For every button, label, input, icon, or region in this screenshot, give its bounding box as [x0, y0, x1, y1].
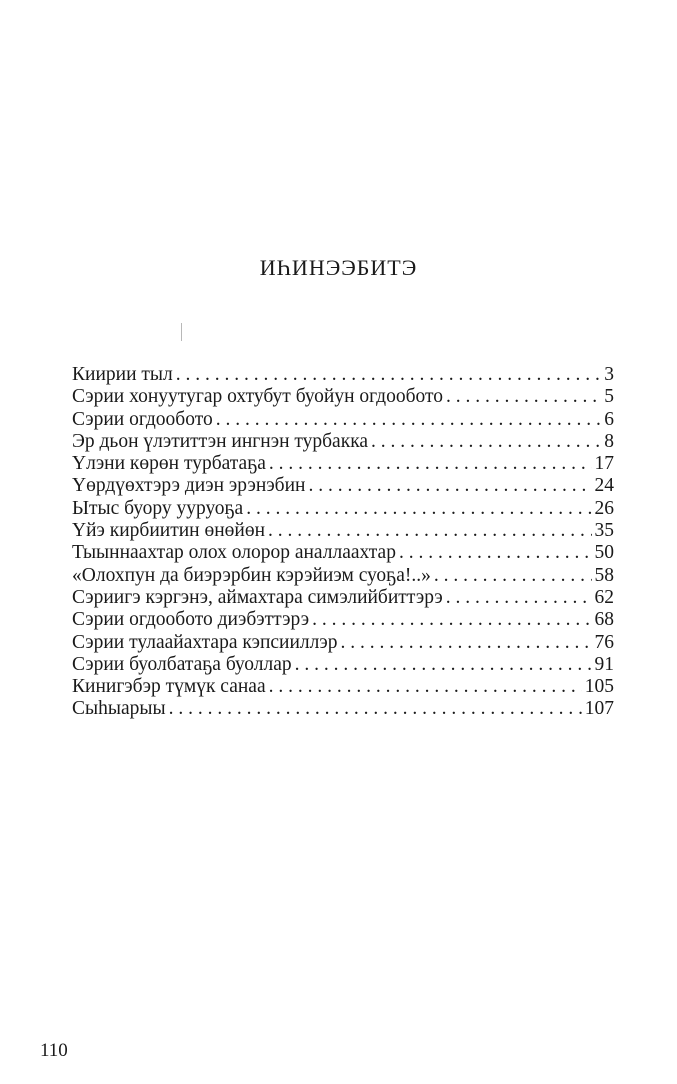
toc-entry [72, 520, 614, 542]
dot-leader [173, 364, 602, 386]
toc-entry-title: Сэрии огдообото диэбэттэрэ [72, 609, 310, 631]
dot-leader [309, 609, 591, 631]
toc-entry-title: Сэриигэ кэргэнэ, аймахтара симэлийбиттэрэ [72, 586, 443, 608]
dot-leader [266, 453, 592, 475]
dot-leader [368, 431, 601, 453]
toc-entry-page: 62 [594, 586, 614, 608]
toc-entry-page: 6 [604, 408, 614, 430]
toc-entry [72, 409, 614, 431]
toc-entry-title: Сыһыарыы [72, 698, 166, 720]
toc-entry [72, 609, 614, 631]
dot-leader [338, 632, 592, 654]
toc-entry [72, 542, 614, 564]
toc-entry-page: 17 [594, 453, 614, 475]
toc-entry [72, 632, 614, 654]
toc-entry [72, 475, 614, 497]
toc-entry-title: Үлэни көрөн турбатаҕа [72, 453, 266, 475]
dot-leader [166, 698, 582, 720]
toc-entry [72, 676, 614, 698]
dot-leader [396, 542, 592, 564]
toc-entry-title: Сэрии буолбатаҕа буоллар [72, 653, 292, 675]
toc-entry-title: «Олохпун да биэрэрбин кэрэйиэм суоҕа!..» [72, 564, 431, 586]
toc-entry [72, 565, 614, 587]
dot-leader [243, 498, 591, 520]
toc-entry-page: 107 [584, 698, 614, 720]
toc-entry-title: Сэрии огдообото [72, 408, 213, 430]
toc-entry-page: 105 [584, 676, 614, 698]
toc-entry-title: Сэрии тулаайахтара кэпсииллэр [72, 631, 338, 653]
toc-entry [72, 453, 614, 475]
toc-entry-title: Кинигэбэр түмүк санаа [72, 676, 266, 698]
toc-entry-page: 26 [594, 497, 614, 519]
toc-entry-page: 50 [594, 542, 614, 564]
toc-entry-title: Эр дьон үлэтиттэн ингнэн турбакка [72, 430, 369, 452]
toc-entry-title: Киирии тыл [72, 364, 173, 385]
toc-entry-page: 8 [604, 430, 614, 452]
page-title: ИҺИНЭЭБИТЭ [259, 255, 418, 280]
dot-leader [213, 409, 602, 431]
dot-leader [266, 676, 582, 698]
table-of-contents [72, 364, 614, 721]
toc-entry-title: Ытыс буору ууруоҕа [72, 497, 244, 519]
dot-leader [292, 654, 592, 676]
toc-entry-page: 24 [594, 475, 614, 497]
toc-entry-page: 91 [594, 653, 614, 675]
toc-entry-page: 68 [594, 609, 614, 631]
toc-entry-page: 58 [594, 564, 614, 586]
toc-entry [72, 654, 614, 676]
toc-entry [72, 587, 614, 609]
toc-entry-page: 3 [604, 364, 614, 385]
dot-leader [443, 386, 601, 408]
toc-entry [72, 431, 614, 453]
toc-entry-title: Тыыннаахтар олох олорор аналлаахтар [72, 542, 396, 564]
dot-leader [305, 475, 591, 497]
toc-entry-title: Үйэ кирбиитин өнөйөн [72, 520, 266, 542]
dot-leader [431, 565, 592, 587]
toc-entry [72, 698, 614, 720]
toc-entry [72, 498, 614, 520]
dot-leader [265, 520, 591, 542]
dot-leader [443, 587, 592, 609]
toc-entry [72, 364, 614, 386]
toc-entry-page: 35 [594, 520, 614, 542]
toc-entry-title: Сэрии хонуутугар охтубут буойун огдообото [72, 386, 444, 408]
toc-entry-page: 5 [604, 386, 614, 408]
toc-entry [72, 386, 614, 408]
toc-entry-page: 76 [594, 631, 614, 653]
scan-mark [181, 323, 182, 341]
toc-entry-title: Үөрдүөхтэрэ диэн эрэнэбин [72, 475, 306, 497]
page-number: 110 [40, 1040, 68, 1061]
